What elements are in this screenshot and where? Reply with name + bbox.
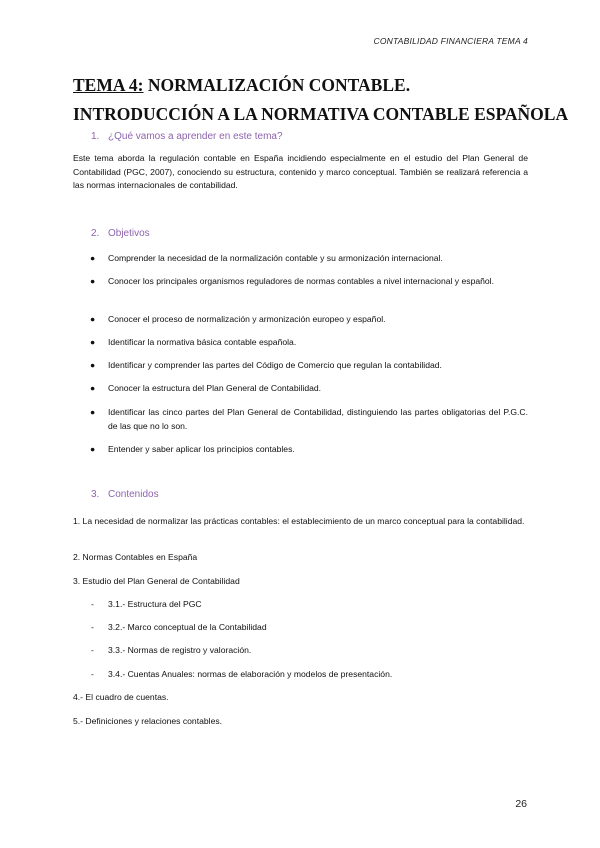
- objective-text: Conocer la estructura del Plan General de Contabilidad.: [108, 383, 322, 393]
- dash-icon: -: [91, 645, 94, 655]
- objective-item: [90, 382, 528, 396]
- objective-item: [90, 443, 528, 457]
- page-number: 26: [515, 798, 527, 810]
- subitem-text: 3.4.- Cuentas Anuales: normas de elaboración y modelos de presentación.: [108, 669, 393, 679]
- section-label: ¿Qué vamos a aprender en este tema?: [108, 131, 283, 142]
- objective-text: Comprender la necesidad de la normalización contable y su armonización internacional.: [108, 253, 443, 263]
- section-label: Contenidos: [108, 489, 159, 500]
- bullet-icon: ●: [90, 444, 96, 454]
- objective-item: [90, 336, 528, 350]
- bullet-icon: ●: [90, 383, 96, 393]
- contents-item: 2. Normas Contables en España: [73, 552, 198, 562]
- page-subtitle: INTRODUCCIÓN A LA NORMATIVA CONTABLE ESPAÑOLA: [73, 104, 569, 124]
- contents-subitem: [91, 669, 392, 679]
- objective-text: Conocer el proceso de normalización y armonización europeo y español.: [108, 314, 386, 324]
- contents-subitem: [91, 645, 251, 655]
- objective-item: [90, 252, 528, 266]
- objective-text: Identificar y comprender las partes del Código de Comercio que regulan la contabilidad.: [108, 360, 442, 370]
- subitem-text: 3.1.- Estructura del PGC: [108, 599, 202, 609]
- bullet-icon: ●: [90, 360, 96, 370]
- objective-item: [90, 406, 528, 433]
- contents-subitem: [91, 622, 267, 632]
- section-heading-2: [91, 228, 150, 239]
- objective-text: Entender y saber aplicar los principios contables.: [108, 444, 295, 454]
- contents-item: 3. Estudio del Plan General de Contabilidad: [73, 576, 240, 586]
- dash-icon: -: [91, 622, 94, 632]
- bullet-icon: ●: [90, 314, 96, 324]
- bullet-icon: ●: [90, 253, 96, 263]
- objective-text: Conocer los principales organismos reguladores de normas contables a nivel internacional y español.: [108, 276, 494, 286]
- contents-subitem: [91, 599, 202, 609]
- subitem-text: 3.3.- Normas de registro y valoración.: [108, 645, 252, 655]
- title-rest: NORMALIZACIÓN CONTABLE.: [143, 75, 411, 95]
- bullet-icon: ●: [90, 407, 96, 417]
- contents-item: 4.- El cuadro de cuentas.: [73, 692, 169, 702]
- bullet-icon: ●: [90, 337, 96, 347]
- contents-item: 5.- Definiciones y relaciones contables.: [73, 716, 223, 726]
- section-number: 3.: [91, 489, 100, 500]
- section-number: 2.: [91, 228, 100, 239]
- section-label: Objetivos: [108, 228, 150, 239]
- objective-text: Identificar las cinco partes del Plan General de Contabilidad, distinguiendo las partes obligatorias del P.G.C. de las que no lo son.: [108, 407, 528, 431]
- dash-icon: -: [91, 599, 94, 609]
- title-prefix: TEMA 4:: [73, 75, 144, 95]
- bullet-icon: ●: [90, 276, 96, 286]
- intro-paragraph: Este tema aborda la regulación contable en España incidiendo especialmente en el estudio del Plan General de Contabilidad (PGC, 2007), conociendo su estructura, contenido y marco conceptual. También se realizará referencia a las normas internacionales de contabilidad.: [73, 153, 528, 191]
- objective-item: [90, 359, 528, 373]
- objective-item: [90, 313, 528, 327]
- dash-icon: -: [91, 669, 94, 679]
- objective-item: [90, 275, 528, 289]
- contents-item: 1. La necesidad de normalizar las prácticas contables: el establecimiento de un marco conceptual para la contabilidad.: [73, 516, 525, 526]
- section-heading-3: [91, 489, 159, 500]
- section-heading-1: [91, 131, 283, 142]
- page-title: [73, 75, 410, 96]
- section-number: 1.: [91, 131, 100, 142]
- running-header: CONTABILIDAD FINANCIERA TEMA 4: [373, 36, 528, 46]
- objective-text: Identificar la normativa básica contable española.: [108, 337, 297, 347]
- subitem-text: 3.2.- Marco conceptual de la Contabilidad: [108, 622, 267, 632]
